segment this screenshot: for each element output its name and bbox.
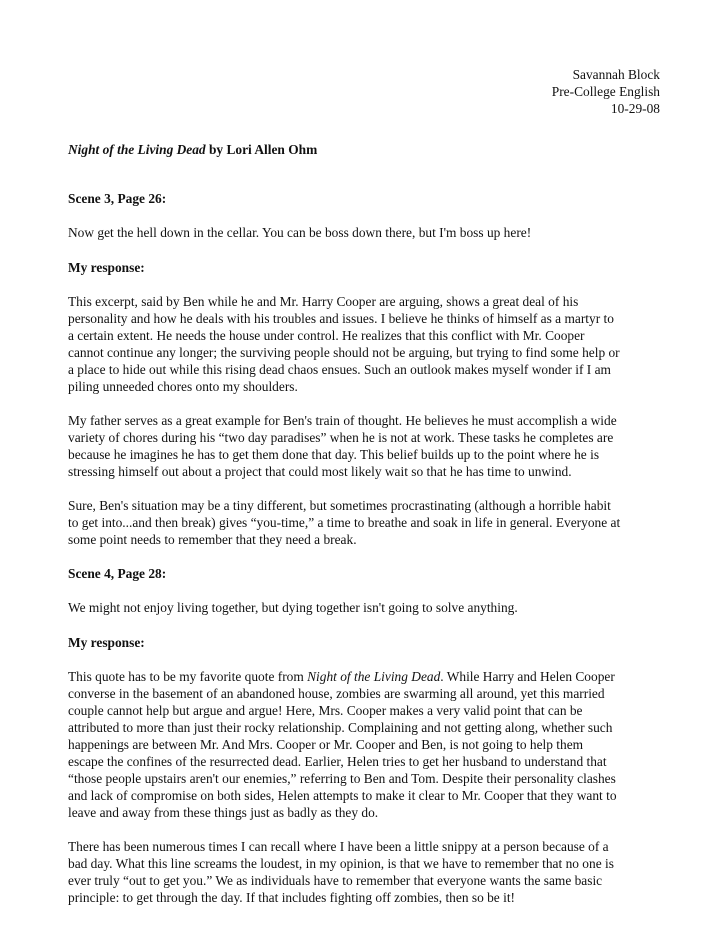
section1-response-label: My response:	[68, 260, 145, 275]
paragraph-line: because he imagines he has to get them done that day. This belief builds up to the point where he is	[68, 447, 600, 462]
paragraph-line: couple cannot help but argue and argue! Here, Mrs. Cooper makes a very valid point that can be	[68, 703, 583, 718]
paragraph-line: escape the confines of the resurrected dead. Earlier, Helen tries to get her husband to understand that	[68, 754, 607, 769]
section2-paragraph-2	[68, 838, 660, 906]
paragraph-line: to get into...and then break) gives “you-time,” a time to breathe and soak in life in general. Everyone at	[68, 515, 621, 530]
paragraph-line: some point needs to remember that they need a break.	[68, 532, 357, 547]
paragraph-line: ever truly “out to get you.” We as individuals have to remember that everyone wants the same basic	[68, 873, 603, 888]
paragraph-line: This excerpt, said by Ben while he and Mr. Harry Cooper are arguing, shows a great deal of his	[68, 294, 579, 309]
line-text: This quote has to be my favorite quote from	[68, 669, 308, 684]
section1-paragraph-2	[68, 412, 660, 480]
section1-paragraph-3	[68, 497, 660, 548]
paragraph-line: leave and away from these things just as badly as they do.	[68, 805, 379, 820]
paragraph-line: piling unneeded chores onto my shoulders.	[68, 379, 298, 394]
paragraph-line: “those people upstairs aren't our enemies,” referring to Ben and Tom. Despite their personality clashes	[68, 771, 616, 786]
section1-heading: Scene 3, Page 26:	[68, 191, 167, 206]
title-author: by Lori Allen Ohm	[205, 142, 318, 157]
paragraph-line: stressing himself out about a project that could most likely wait so that he has time to unwind.	[68, 464, 572, 479]
section1-paragraph-1	[68, 293, 660, 395]
paragraph-line: a place to hide out while this rising dead chaos ensues. Such an outlook makes myself wonder if I am	[68, 362, 611, 377]
paragraph-line: attributed to more than just their rocky relationship. Complaining and not getting along, whether such	[68, 720, 613, 735]
section1-quote: Now get the hell down in the cellar. You can be boss down there, but I'm boss up here!	[68, 225, 532, 240]
paragraph-line: a certain extent. He needs the house under control. He realizes that this conflict with Mr. Cooper	[68, 328, 585, 343]
paragraph-line: Sure, Ben's situation may be a tiny different, but sometimes procrastinating (although a horrible habit	[68, 498, 611, 513]
section2-heading: Scene 4, Page 28:	[68, 566, 167, 581]
paragraph-line: converse in the basement of an abandoned house, zombies are swarming all around, yet this married	[68, 686, 605, 701]
paragraph-line: variety of chores during his “two day paradises” when he is not at work. These tasks he completes are	[68, 430, 614, 445]
paragraph-line: There has been numerous times I can recall where I have been a little snippy at a person because of a	[68, 839, 609, 854]
course-name: Pre-College English	[551, 84, 660, 99]
document-date: 10-29-08	[610, 101, 660, 116]
title-work: Night of the Living Dead	[68, 142, 206, 157]
section2-paragraph-1	[68, 668, 660, 821]
paragraph-line: principle: to get through the day. If that includes fighting off zombies, then so be it!	[68, 890, 515, 905]
document-title	[68, 141, 660, 158]
line-text: . While Harry and Helen Cooper	[440, 669, 615, 684]
header-block	[68, 66, 660, 117]
work-title-inline: Night of the Living Dead	[307, 669, 441, 684]
paragraph-line: and lack of compromise on both sides, Helen attempts to make it clear to Mr. Cooper that they want to	[68, 788, 617, 803]
paragraph-line: My father serves as a great example for Ben's train of thought. He believes he must accomplish a wide	[68, 413, 617, 428]
paragraph-line: bad day. What this line screams the loudest, in my opinion, is that we have to remember that no one is	[68, 856, 614, 871]
section2-quote: We might not enjoy living together, but dying together isn't going to solve anything.	[68, 600, 518, 615]
document-page	[68, 66, 660, 906]
section2-response-label: My response:	[68, 635, 145, 650]
author-name: Savannah Block	[572, 67, 660, 82]
paragraph-line	[68, 668, 660, 685]
paragraph-line: happenings are between Mr. And Mrs. Cooper or Mr. Cooper and Ben, is not going to help them	[68, 737, 584, 752]
paragraph-line: cannot continue any longer; the surviving people should not be arguing, but trying to find some help or	[68, 345, 620, 360]
paragraph-line: personality and how he deals with his troubles and issues. I believe he thinks of himself as a martyr to	[68, 311, 614, 326]
